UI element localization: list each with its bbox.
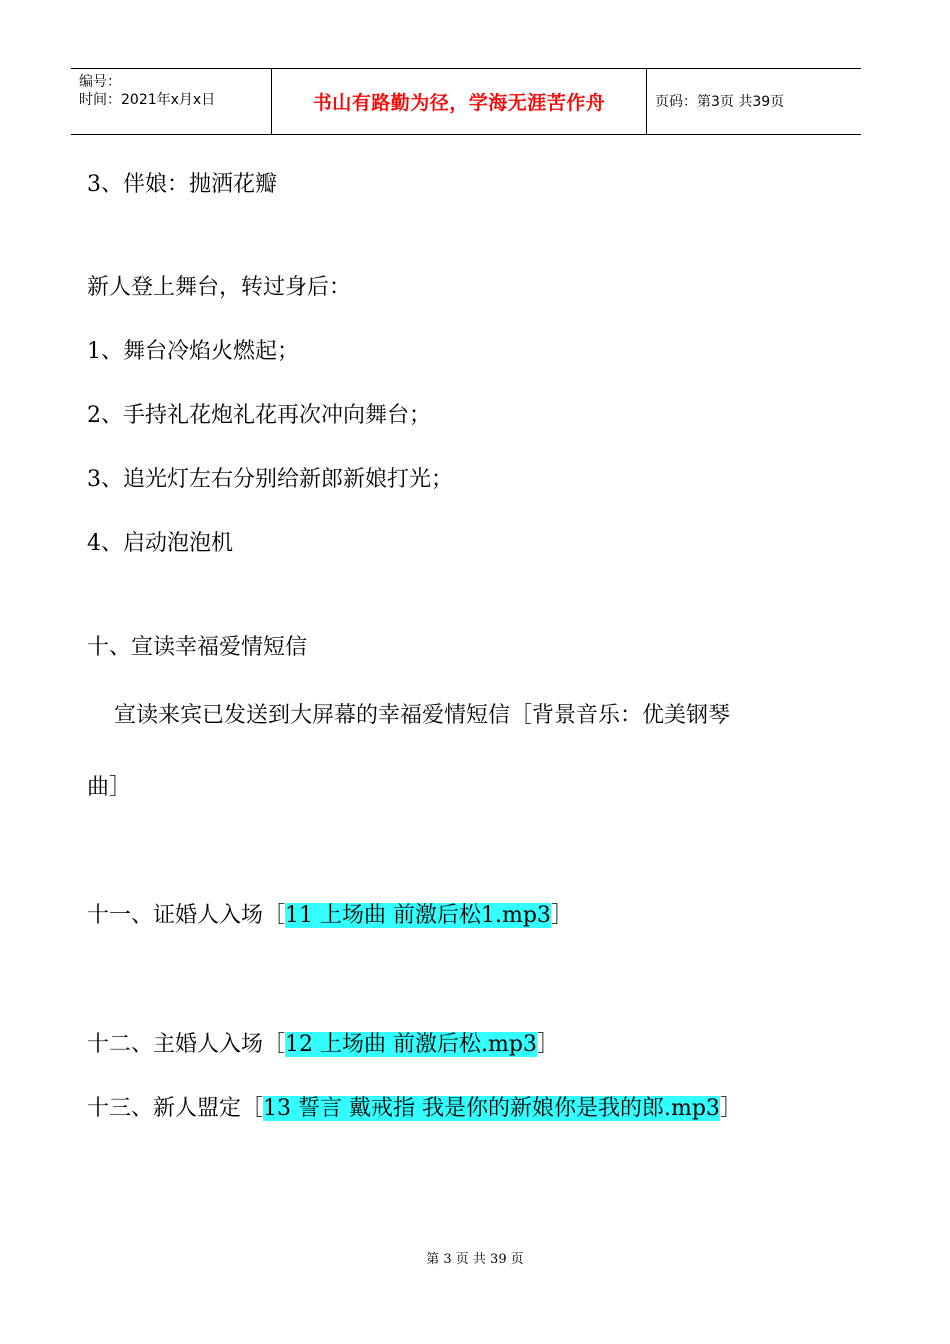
section-heading: 十、宣读幸福爱情短信: [87, 635, 308, 660]
bracket-close: ］: [550, 903, 573, 928]
music-track-highlight: 13 誓言 戴戒指 我是你的新娘你是我的郎.mp3: [263, 1096, 720, 1121]
item-label: 十三、新人盟定［: [87, 1096, 264, 1121]
program-item-13: [87, 1094, 742, 1124]
motto-text: 书山有路勤为径，学海无涯苦作舟: [312, 92, 606, 114]
music-track-highlight: 12 上场曲 前激后松.mp3: [285, 1032, 537, 1057]
music-track-highlight: 11 上场曲 前激后松1.mp3: [285, 903, 551, 928]
paragraph-line: 新人登上舞台，转过身后：: [87, 275, 352, 300]
bracket-close: ］: [536, 1032, 559, 1057]
item-label: 十二、主婚人入场［: [87, 1032, 286, 1057]
page-header: [71, 68, 861, 135]
page-label: 页码：第3页 共39页: [655, 93, 785, 110]
paragraph-line: 3、伴娘：抛洒花瓣: [87, 172, 277, 197]
page-footer: 第 3 页 共 39 页: [426, 1252, 524, 1267]
time-label: 时间：2021年x月x日: [79, 92, 216, 108]
paragraph-line: 3、追光灯左右分别给新郎新娘打光；: [87, 467, 453, 492]
paragraph-line: 1、舞台冷焰火燃起；: [87, 339, 299, 364]
header-meta-cell: [71, 69, 272, 134]
item-label: 十一、证婚人入场［: [87, 903, 286, 928]
number-label: 编号：: [79, 74, 121, 90]
bracket-close: ］: [719, 1096, 742, 1121]
paragraph-line: 宣读来宾已发送到大屏幕的幸福爱情短信［背景音乐：优美钢琴: [114, 703, 731, 728]
paragraph-line: 曲］: [87, 775, 132, 800]
paragraph-line: 2、手持礼花炮礼花再次冲向舞台；: [87, 403, 431, 428]
program-item-12: [87, 1030, 559, 1060]
header-motto-cell: [272, 69, 647, 134]
program-item-11: [87, 901, 573, 931]
paragraph-line: 4、启动泡泡机: [87, 531, 233, 556]
header-page-cell: [647, 69, 861, 134]
